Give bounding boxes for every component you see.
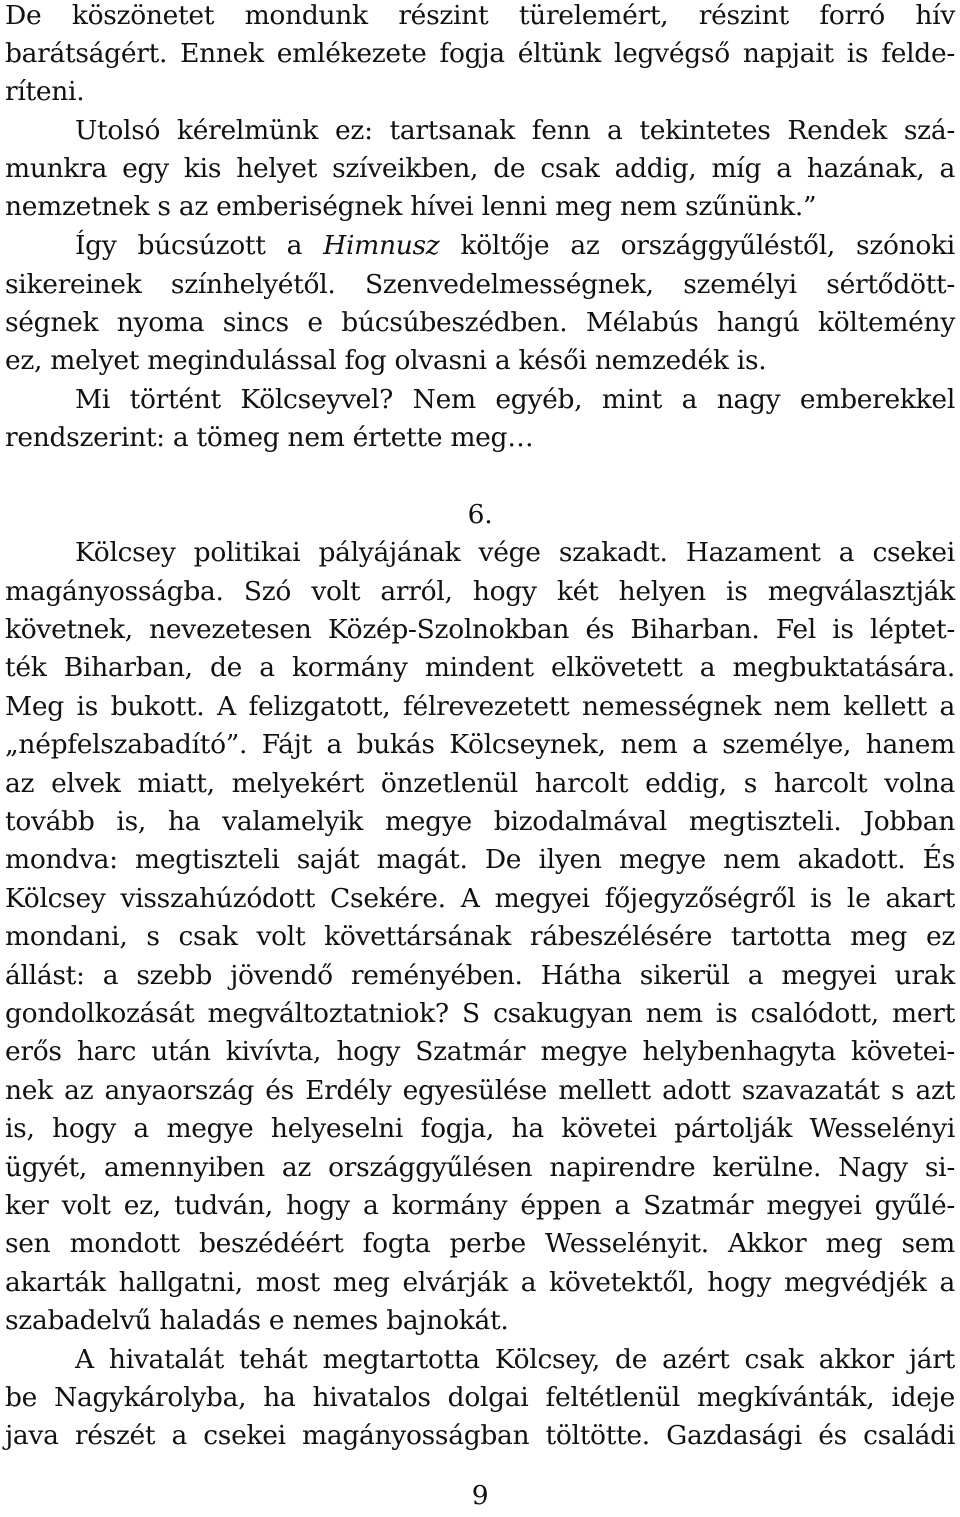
text-line: mondani, s csak volt követtársának rábeszélésére tartotta meg ez <box>5 921 955 952</box>
text-line: gondolkozását megváltoztatniok? S csakugyan nem is csalódott, mert <box>5 998 955 1029</box>
poem-title: Himnusz <box>323 230 440 261</box>
page-number: 9 <box>471 1480 489 1511</box>
text-line: magányosságba. Szó volt arról, hogy két helyen is megválasztják <box>5 576 955 607</box>
text-line: erős harc után kivívta, hogy Szatmár megye helybenhagyta követei- <box>5 1036 955 1067</box>
paragraph-first-line: Utolsó kérelmünk ez: tartsanak fenn a tekintetes Rendek szá- <box>75 115 955 146</box>
text-line: mondva: megtiszteli saját magát. De ilyen megye nem akadott. És <box>5 844 955 875</box>
text-line: ték Biharban, de a kormány mindent elkövetett a megbuktatására. <box>5 652 955 683</box>
text-line: rendszerint: a tömeg nem értette meg… <box>5 422 534 453</box>
paragraph-first-line: Mi történt Kölcseyvel? Nem egyéb, mint a nagy emberekkel <box>75 384 955 415</box>
text-line: ügyét, amennyiben az országgyűlésen napirendre kerülne. Nagy si- <box>5 1152 955 1183</box>
text-line: sikereinek színhelyétől. Szenvedelmességnek, személyi sértődött- <box>5 269 955 300</box>
text-line: Kölcsey visszahúzódott Csekére. A megyei főjegyzőségről is le akart <box>5 883 955 914</box>
text-line: ker volt ez, tudván, hogy a kormány éppen a Szatmár megyei gyűlé- <box>5 1190 955 1221</box>
text-span: költője az országgyűléstől, <box>439 230 857 261</box>
text-line: barátságért. Ennek emlékezete fogja éltünk legvégső napjait is felde- <box>5 38 955 69</box>
paragraph-first-line <box>75 227 955 265</box>
text-span: Így búcsúzott a <box>75 230 324 261</box>
text-span: szónoki <box>856 230 955 261</box>
text-line: munkra egy kis helyet szíveikben, de csak addig, míg a hazának, a <box>5 153 955 184</box>
text-line: követnek, nevezetesen Közép-Szolnokban és Biharban. Fel is léptet- <box>5 614 955 645</box>
text-line: ez, melyet megindulással fog olvasni a késői nemzedék is. <box>5 345 767 376</box>
text-line: be Nagykárolyba, ha hivatalos dolgai feltétlenül megkívánták, ideje <box>5 1382 955 1413</box>
text-line: ríteni. <box>5 76 85 107</box>
paragraph-first-line: A hivatalát tehát megtartotta Kölcsey, de azért csak akkor járt <box>75 1344 955 1375</box>
text-line: „népfelszabadító”. Fájt a bukás Kölcseynek, nem a személye, hanem <box>5 729 955 760</box>
text-line: állást: a szebb jövendő reményében. Hátha sikerül a megyei urak <box>5 960 955 991</box>
text-line: sen mondott beszédéért fogta perbe Wesselényit. Akkor meg sem <box>5 1228 955 1259</box>
text-line: De köszönetet mondunk részint türelemért, részint forró hív <box>5 0 955 31</box>
text-line: szabadelvű haladás e nemes bajnokát. <box>5 1305 509 1336</box>
text-line: ségnek nyoma sincs e búcsúbeszédben. Mélabús hangú költemény <box>5 307 955 338</box>
paragraph-first-line: Kölcsey politikai pályájának vége szakadt. Hazament a csekei <box>75 537 955 568</box>
text-line: nek az anyaország és Erdély egyesülése mellett adott szavazatát s azt <box>5 1075 955 1106</box>
text-line: nemzetnek s az emberiségnek hívei lenni meg nem szűnünk.” <box>5 191 817 222</box>
text-line: akarták hallgatni, most meg elvárják a követektől, hogy megvédjék a <box>5 1267 955 1298</box>
text-line: az elvek miatt, melyekért önzetlenül harcolt eddig, s harcolt volna <box>5 768 955 799</box>
section-number: 6. <box>467 499 493 530</box>
text-line: java részét a csekei magányosságban töltötte. Gazdasági és családi <box>5 1420 955 1451</box>
text-line: tovább is, ha valamelyik megye bizodalmával megtiszteli. Jobban <box>5 806 955 837</box>
text-line: is, hogy a megye helyeselni fogja, ha követei pártolják Wesselényi <box>5 1113 955 1144</box>
text-line: Meg is bukott. A felizgatott, félrevezetett nemességnek nem kellett a <box>5 691 955 722</box>
